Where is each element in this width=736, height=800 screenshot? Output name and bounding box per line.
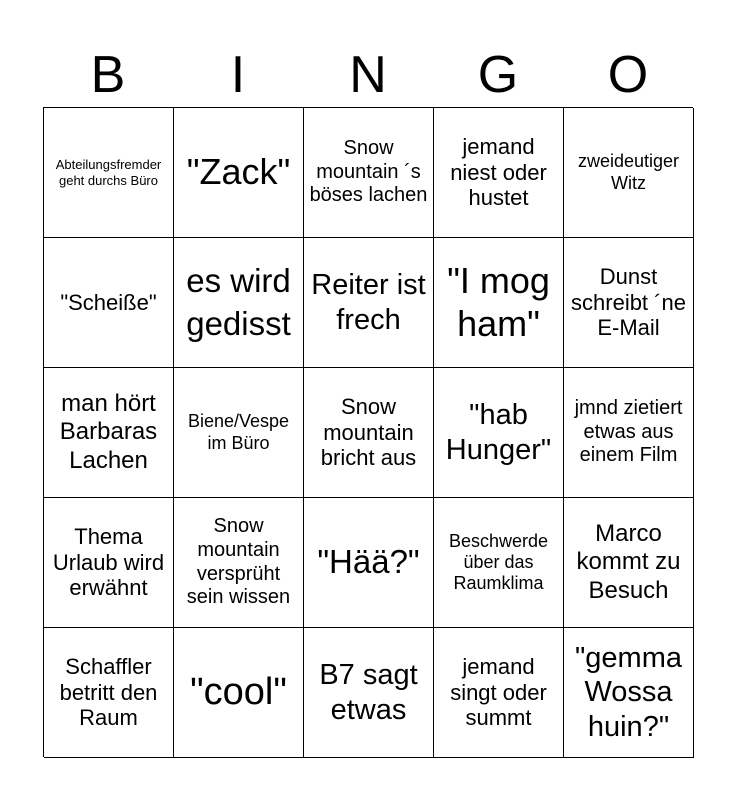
bingo-cell-r5c4[interactable]: jemand singt oder summt — [434, 628, 564, 758]
bingo-cell-r2c2[interactable]: es wird gedisst — [174, 238, 304, 368]
bingo-cell-r4c5[interactable]: Marco kommt zu Besuch — [564, 498, 694, 628]
bingo-cell-r1c4[interactable]: jemand niest oder hustet — [434, 108, 564, 238]
header-letter-i: I — [230, 46, 246, 104]
bingo-cell-r4c4[interactable]: Beschwerde über das Raumklima — [434, 498, 564, 628]
bingo-cell-r2c3[interactable]: Reiter ist frech — [304, 238, 434, 368]
bingo-cell-r3c3[interactable]: Snow mountain bricht aus — [304, 368, 434, 498]
header-letter-n: N — [349, 46, 387, 104]
bingo-cell-r5c5[interactable]: "gemma Wossa huin?" — [564, 628, 694, 758]
bingo-cell-r2c5[interactable]: Dunst schreibt ´ne E-Mail — [564, 238, 694, 368]
bingo-cell-r1c2[interactable]: "Zack" — [174, 108, 304, 238]
bingo-cell-r4c3[interactable]: "Hää?" — [304, 498, 434, 628]
header-letter-b: B — [90, 46, 126, 104]
bingo-cell-r5c3[interactable]: B7 sagt etwas — [304, 628, 434, 758]
bingo-cell-r4c2[interactable]: Snow mountain versprüht sein wissen — [174, 498, 304, 628]
bingo-cell-r1c3[interactable]: Snow mountain ´s böses lachen — [304, 108, 434, 238]
bingo-cell-r3c4[interactable]: "hab Hunger" — [434, 368, 564, 498]
header-letter-o: O — [607, 46, 649, 104]
bingo-cell-r1c5[interactable]: zweideutiger Witz — [564, 108, 694, 238]
bingo-header — [43, 44, 693, 106]
bingo-cell-r3c5[interactable]: jmnd zietiert etwas aus einem Film — [564, 368, 694, 498]
bingo-cell-r1c1[interactable]: Abteilungsfremder geht durchs Büro — [44, 108, 174, 238]
bingo-cell-r3c1[interactable]: man hört Barbaras Lachen — [44, 368, 174, 498]
bingo-cell-r3c2[interactable]: Biene/Vespe im Büro — [174, 368, 304, 498]
bingo-cell-r4c1[interactable]: Thema Urlaub wird erwähnt — [44, 498, 174, 628]
bingo-board — [43, 107, 693, 757]
bingo-cell-r2c1[interactable]: "Scheiße" — [44, 238, 174, 368]
bingo-cell-r5c2[interactable]: "cool" — [174, 628, 304, 758]
header-letter-g: G — [477, 46, 519, 104]
bingo-cell-r5c1[interactable]: Schaffler betritt den Raum — [44, 628, 174, 758]
bingo-cell-r2c4[interactable]: "I mog ham" — [434, 238, 564, 368]
